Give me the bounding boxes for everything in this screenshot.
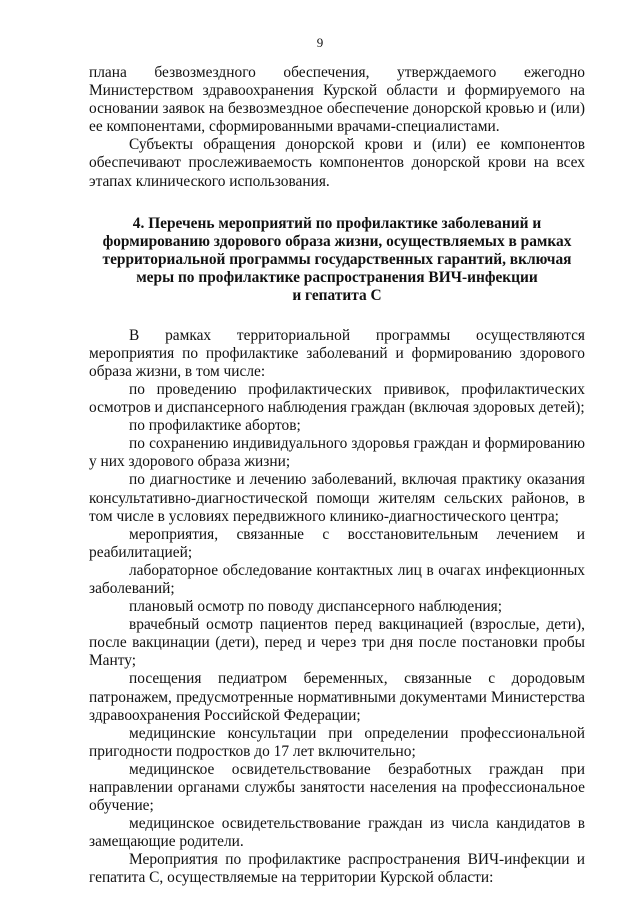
list-item: мероприятия, связанные с восстановительным лечением и реабилитацией; [89,525,585,561]
paragraph: В рамках территориальной программы осуществляются мероприятия по профилактике заболеваний и формированию здорового образа жизни, в том числе: [89,326,585,380]
section-heading-line: и гепатита С [292,287,382,305]
list-item: по диагностике и лечению заболеваний, включая практику оказания консультативно-диагностической помощи жителям сельских районов, в том числе в условиях передвижного клинико-диагностического центра; [89,471,585,525]
list-item: лабораторное обследование контактных лиц в очагах инфекционных заболеваний; [89,561,585,597]
list-item: медицинское освидетельствование безработных граждан при направлении органами службы занятости населения на профессиональное обучение; [89,760,585,815]
document-body [89,64,585,888]
list-item: врачебный осмотр пациентов перед вакцинацией (взрослые, дети), после вакцинации (дети), перед и через три дня после постановки пробы Манту; [89,616,585,670]
paragraph-continuation: плана безвозмездного обеспечения, утверждаемого ежегодно Министерством здравоохранения Курской области и формируемого на основании заявок на безвозмездное обеспечение донорской кровью и (или) ее компонентами, сформированными врачами-специалистами. [89,64,585,136]
section-heading-line: формированию здорового образа жизни, осуществляемых в рамках [102,232,572,250]
list-item: посещения педиатром беременных, связанные с дородовым патронажем, предусмотренные нормативными документами Министерства здравоохранения Российской Федерации; [89,670,585,724]
section-heading-line: меры по профилактике распространения ВИЧ-инфекции [136,269,538,287]
section-heading-line: территориальной программы государственных гарантий, включая [102,251,572,269]
list-item: по профилактике абортов; [129,417,301,435]
paragraph: Субъекты обращения донорской крови и (или) ее компонентов обеспечивают прослеживаемость компонентов донорской крови на всех этапах клинического использования. [89,136,585,190]
list-item: медицинские консультации при определении профессиональной пригодности подростков до 17 лет включительно; [89,724,585,760]
paragraph: Мероприятия по профилактике распространения ВИЧ-инфекции и гепатита С, осуществляемые на территории Курской области: [89,851,585,887]
list-item: по проведению профилактических прививок, профилактических осмотров и диспансерного наблюдения граждан (включая здоровых детей); [89,380,585,417]
list-item: плановый осмотр по поводу диспансерного наблюдения; [129,598,503,616]
section-heading [89,215,585,306]
list-item: медицинское освидетельствование граждан из числа кандидатов в замещающие родители. [89,815,585,851]
section-heading-line: 4. Перечень мероприятий по профилактике заболеваний и [132,214,542,232]
list-item: по сохранению индивидуального здоровья граждан и формированию у них здорового образа жизни; [89,435,585,471]
page-number: 9 [316,35,324,50]
